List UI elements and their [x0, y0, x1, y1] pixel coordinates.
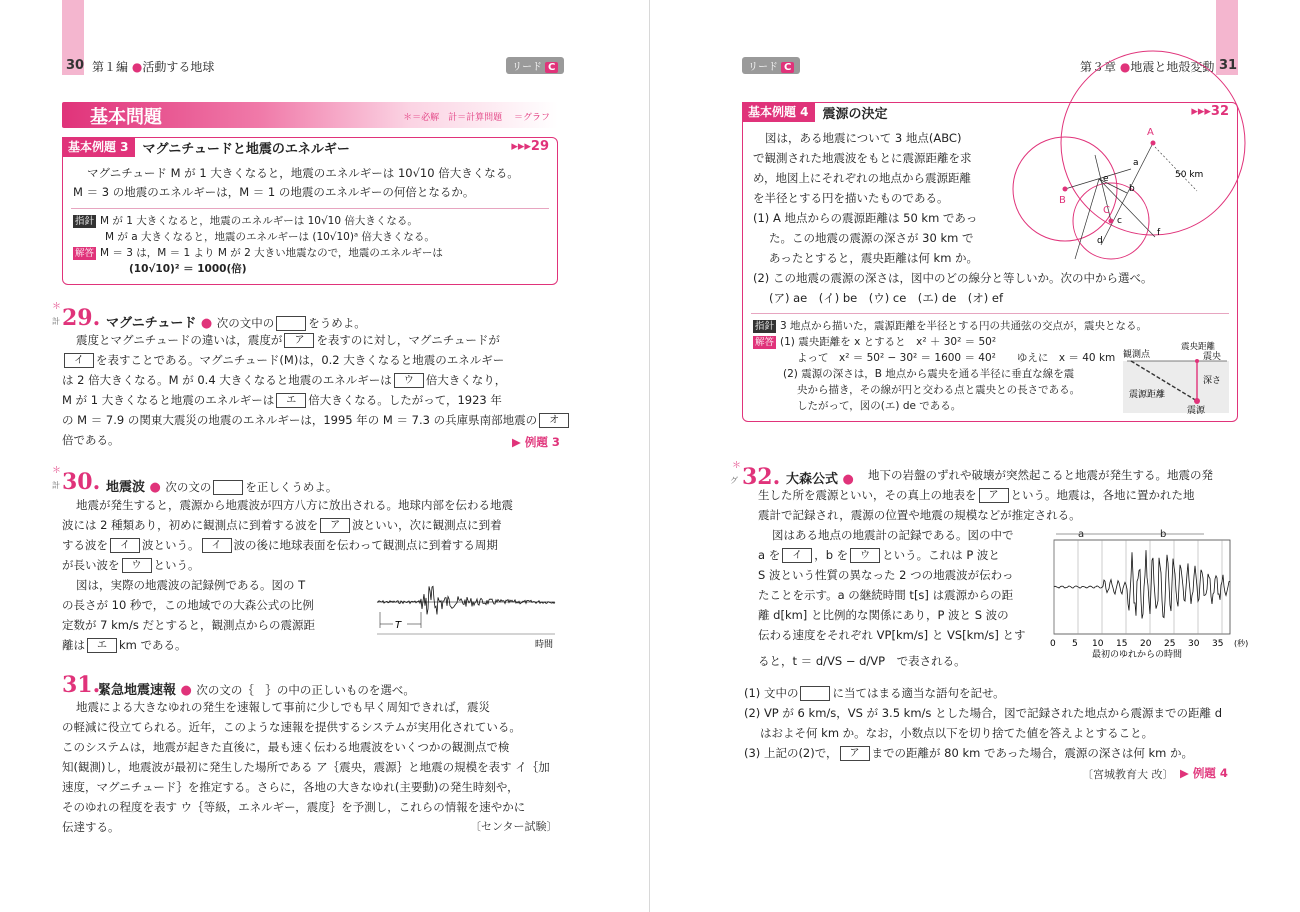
fig-label: e — [1103, 174, 1109, 184]
example-text: を半径とする円を描いたものである。 — [753, 191, 949, 205]
example-link[interactable]: ▶ 例題 4 — [1180, 766, 1228, 780]
x-axis-label: 最初のゆれからの時間 — [1092, 650, 1183, 660]
q32-sub: はおよそ何 km か。なお，小数点以下を切り捨てた値を答えよとすること。 — [760, 726, 1154, 740]
q32-sub: (3) 上記の(2)で， ア までの距離が 80 km であった場合，震源の深さは何 km か。 — [744, 746, 1194, 760]
fig-label: C — [1103, 205, 1110, 216]
answer-line: (10√10)² ＝ 1000(倍) — [129, 263, 247, 275]
fig-label: b — [1129, 184, 1135, 194]
fig-a-label: a — [1078, 529, 1085, 540]
q32-text: 図はある地点の地震計の記録である。図の中で — [772, 528, 1014, 542]
q29-text: は 2 倍大きくなる。M が 0.4 大きくなると地震のエネルギーは ウ 倍大きくなり， — [62, 373, 507, 387]
chapter-header: 第３章 ●地震と地殻変動 — [1080, 60, 1215, 74]
mini-label: 観測点 — [1123, 350, 1151, 360]
source-note: 〔センター試験〕 — [470, 820, 558, 833]
chapter-header: 第１編 ●活動する地球 — [92, 60, 215, 74]
q32-text: たことを示す。a の継続時間 t[s] は震源からの距 — [758, 588, 1014, 602]
example-text: 図は，ある地震について 3 地点(ABC) — [765, 131, 962, 145]
epicenter-figure — [1007, 121, 1229, 271]
mini-label: 深さ — [1203, 376, 1222, 386]
example-tag: 基本例題 4 — [742, 102, 815, 122]
mini-label: 震源 — [1187, 406, 1206, 416]
example-text: た。この地震の震源の深さが 30 km で — [769, 231, 974, 245]
q30-text: 離は エ km である。 — [62, 638, 187, 652]
q32-text: 離 d[km] と比例的な関係にあり，P 波と S 波の — [758, 608, 1009, 622]
question-title: 大森公式 ● — [786, 472, 854, 487]
example-tag: 基本例題 3 — [62, 137, 135, 157]
hint-line: M が a 大きくなると，地震のエネルギーは (10√10)ᵃ 倍大きくなる。 — [105, 231, 435, 243]
example-title: マグニチュードと地震のエネルギー — [142, 141, 350, 157]
mini-label: 震央 — [1203, 352, 1222, 362]
mini-label: 震源距離 — [1129, 390, 1166, 400]
q30-text: する波を イ 波という。 イ 波の後に地球表面を伝わって観測点に到着する周期 — [62, 538, 498, 552]
q30-text: 波には 2 種類あり，初めに観測点に到着する波を ア 波といい，次に観測点に到着 — [62, 518, 502, 532]
example-text: あったとすると，震央距離は何 km か。 — [769, 251, 979, 265]
q32-text: 地下の岩盤のずれや破壊が突然起こると地震が発生する。地震の発 — [868, 468, 1213, 482]
example-text: M ＝ 3 の地震のエネルギーは，M ＝ 1 の地震のエネルギーの何倍となるか。 — [73, 185, 475, 199]
question-number: 32. — [742, 464, 781, 490]
lead-badge: リード C — [506, 57, 564, 74]
q29-text: M が 1 大きくなると地震のエネルギーは エ 倍大きくなる。したがって，1923 年 — [62, 393, 502, 407]
question-title: 緊急地震速報 ● 次の文の｛ ｝の中の正しいものを選べ。 — [98, 683, 415, 698]
q31-text: の軽減に役立てられる。近年，このような速報を提供するシステムが実用化されている。 — [62, 720, 521, 734]
page-number: 30 — [66, 58, 85, 73]
fig-label: A — [1147, 127, 1154, 138]
tick-label: 0 — [1050, 639, 1056, 649]
lead-badge: リード C — [742, 57, 800, 74]
depth-mini-figure — [1123, 341, 1231, 415]
tick-label: 35 — [1212, 639, 1224, 649]
q31-text: このシステムは，地震が起きた直後に，最も速く伝わる地震波をいくつかの観測点で検 — [62, 740, 510, 754]
seismograph-figure — [1036, 524, 1249, 660]
question-title: 地震波 ● 次の文の を正しくうめよ。 — [106, 480, 338, 495]
banner-title: 基本問題 — [90, 107, 162, 128]
example-text: で観測された地震波をもとに震源距離を求 — [753, 151, 972, 165]
example-text: マグニチュード M が 1 大きくなると，地震のエネルギーは 10√10 倍大きくなる。 — [87, 166, 519, 180]
example-text: (1) A 地点からの震源距離は 50 km であっ — [753, 211, 978, 225]
seismogram-figure — [375, 572, 560, 650]
q29-text: 倍である。 — [62, 433, 120, 447]
fig-label: B — [1059, 195, 1066, 206]
tick-label: (秒) — [1234, 639, 1249, 648]
q31-text: 伝達する。 — [62, 820, 120, 834]
example-ref: ▸▸▸29 — [511, 139, 549, 154]
question-title: マグニチュード ● 次の文中の をうめよ。 — [106, 316, 366, 331]
q30-text: の長さが 10 秒で，この地域での大森公式の比例 — [62, 598, 314, 612]
tick-label: 15 — [1116, 639, 1128, 649]
answer-line: したがって，図の(エ) de である。 — [797, 400, 962, 412]
q31-text: そのゆれの程度を表す ウ｛等級，エネルギー，震度｝を予測し，これらの情報を速やかに — [62, 800, 526, 814]
left-page: 30 第１編 ●活動する地球 リード C 基本問題 ＊＝必解 計＝計算問題 ＝グラフ 基本例題 3 マグニチュードと地震のエネルギー ▸▸▸29 マグニチュード M が 1 大きくなると，地震のエネルギーは 10√10 倍大きくなる。 M ＝ 3 の地震のエネルギーは，M ＝ 1 の地震のエネルギーの何倍となるか。 指針 M が 1 大きくなると，地震のエネルギーは 10√10 倍大きくなる。 M が a 大きくなると，地震のエネルギーは (10√10)ᵃ 倍大きくなる。 解答 M ＝ 3 は，M ＝ 1 より M が 2 大きい地震なので，地震のエネルギーは (10√10)² ＝ 1000(倍) ＊ 計 29. マグニチュード ● 次の文中の をうめよ。 震度とマグニチュードの違いは，震度が ア を表すのに対し，マグニチュードが イ を表すことである。マグニチュード(M)は，0.2 大きくなると地震のエネルギー は 2 倍大きくなる。M が 0.4 大きくなると地震のエネルギーは ウ 倍大きくなり， M が 1 大きくなると地震のエネルギーは エ 倍大きくなる。したがって，1923 年 の M ＝ 7.9 の関東大震災の地震のエネルギーは，1995 年の M ＝ 7.3 の兵庫県南部地震の オ 倍である。 ▶ 例題 3 ＊ 計 30. 地震波 ● 次の文の を正しくうめよ。 地震が発生すると，震源から地震波が四方八方に放出される。地球内部を伝わる地震 波には 2 種類あり，初めに観測点に到着する波を ア 波といい，次に観測点に到着 する波を イ 波という。 イ 波の後に地球表面を伝わって観測点に到着する周期 が長い波を ウ という。 図は，実際の地震波の記録例である。図の T の長さが 10 秒で，この地域での大森公式の比例 定数が 7 km/s だとすると，観測点からの震源距 離は エ km である。 T 時間 31. 緊急地震速報 ● 次の文の｛ ｝の中の正しいものを選べ。 地震による大きなゆれの発生を速報して事前に少しでも早く周知できれば，震災 の軽減に役立てられる。近年，このような速報を提供するシステムが実用化されている。 このシステムは，地震が起きた直後に，最も速く伝わる地震波をいくつかの観測点で検 知(観測)し，地震波が最初に発生した場所である ア｛震央，震源｝と地震の規模を表す イ｛加 速度，マグニチュード｝を推定する。さらに，各地の大きなゆれ(主要動)の発生時刻や， そのゆれの程度を表す ウ｛等級，エネルギー，震度｝を予測し，これらの情報を速やかに 伝達する。 〔センター試験〕 — [0, 0, 650, 912]
fig-b-label: b — [1160, 529, 1167, 540]
example-text: め，地図上にそれぞれの地点から震源距離 — [753, 171, 972, 185]
answer-line: (2) 震源の深さは，B 地点から震央を通る半径に垂直な線を震 — [783, 368, 1075, 380]
source-note: 〔宮城教育大 改〕 — [1082, 768, 1174, 781]
example-link[interactable]: ▶ 例題 3 — [512, 435, 560, 449]
q30-text: 地震が発生すると，震源から地震波が四方八方に放出される。地球内部を伝わる地震 — [76, 498, 513, 512]
example-text: (2) この地震の震源の深さは，図中のどの線分と等しいか。次の中から選べ。 — [753, 271, 1153, 285]
answer-line: 解答 M ＝ 3 は，M ＝ 1 より M が 2 大きい地震なので，地震のエネルギーは — [75, 247, 443, 259]
q29-text: 震度とマグニチュードの違いは，震度が ア を表すのに対し，マグニチュードが — [76, 333, 500, 347]
tick-label: 5 — [1072, 639, 1078, 649]
q32-text: S 波という性質の異なった 2 つの地震波が伝わっ — [758, 568, 1014, 582]
answer-line: よって x² ＝ 50² − 30² ＝ 1600 ＝ 40² ゆえに x ＝ 40 km — [797, 352, 1116, 364]
example-ref: ▸▸▸32 — [1191, 104, 1229, 119]
tick-label: 20 — [1140, 639, 1152, 649]
hint-line: 指針 M が 1 大きくなると，地震のエネルギーは 10√10 倍大きくなる。 — [75, 215, 418, 227]
tick-label: 25 — [1164, 639, 1176, 649]
q30-text: が長い波を ウ という。 — [62, 558, 200, 572]
example-text: (ア) ae (イ) be (ウ) ce (エ) de (オ) ef — [769, 291, 1004, 305]
q31-text: 地震による大きなゆれの発生を速報して事前に少しでも早く周知できれば，震災 — [76, 700, 490, 714]
answer-line: 解答 (1) 震央距離を x とすると x² ＋ 30² ＝ 50² — [755, 336, 997, 348]
fig-label: c — [1117, 216, 1122, 226]
right-page: リード C 第３章 ●地震と地殻変動 31 基本例題 4 震源の決定 ▸▸▸32 図は，ある地震について 3 地点(ABC) で観測された地震波をもとに震源距離を求 め，地図上にそれぞれの地点から震源距離 を半径とする円を描いたものである。 (1) A 地点からの震源距離は 50 km であっ た。この地震の震源の深さが 30 km で あったとすると，震央距離は何 km か。 (2) この地震の震源の深さは，図中のどの線分と等しいか。次の中から選べ。 (ア) ae (イ) be (ウ) ce (エ) de (オ) ef A a b c d e f B C 50 km 指針 3 地点から描いた，震源距離を半径とする円の共通弦の交点が，震央となる。 解答 (1) 震央距離を x とすると x² ＋ 30² ＝ 50² よって x² ＝ 50² − 30² ＝ 1600 ＝ 40² ゆえに x ＝ 40 km (2) 震源の深さは，B 地点から震央を通る半径に垂直な線を震 央から描き，その線が円と交わる点と震央との長さである。 したがって，図の(エ) de である。 観測点 震央距離 震央 深さ 震源距離 震源 ＊ グ 32. 大森公式 ● 地下の岩盤のずれや破壊が突然起こると地震が発生する。地震の発 生した所を震源といい，その真上の地表を ア という。地震は，各地に置かれた地 震計で記録され，震源の位置や地震の規模などが推定される。 図はある地点の地震計の記録である。図の中で a を イ ，b を ウ という。これは P 波と S 波という性質の異なった 2 つの地震波が伝わっ たことを示す。a の継続時間 t[s] は震源からの距 離 d[km] と比例的な関係にあり，P 波と S 波の 伝わる速度をそれぞれ VP[km/s] と VS[km/s] とす ると，t ＝ d/VS − d/VP で表される。 a b 0 5 10 15 20 25 30 35 (秒) 最初のゆれからの時間 (1) 文中の に当てはまる適当な語句を記せ。 (2) VP が 6 km/s，VS が 3.5 km/s とした場合，図で記録された地点から震源までの距離 d はおよそ何 km か。なお，小数点以下を切り捨てた値を答えよとすること。 (3) 上記の(2)で， ア までの距離が 80 km であった場合，震源の深さは何 km か。 〔宮城教育大 改〕 ▶ 例題 4 — [650, 0, 1300, 912]
q32-text: 震計で記録され，震源の位置や地震の規模などが推定される。 — [758, 508, 1081, 522]
answer-line: 央から描き，その線が円と交わる点と震央との長さである。 — [797, 384, 1081, 396]
example-box — [742, 102, 1238, 422]
fig-label: f — [1157, 228, 1161, 238]
fig-label: a — [1133, 158, 1139, 168]
fig-label: 50 km — [1175, 170, 1204, 180]
fig-label: d — [1097, 236, 1103, 246]
q31-text: 知(観測)し，地震波が最初に発生した場所である ア｛震央，震源｝と地震の規模を表す イ｛加 — [62, 760, 550, 774]
banner-legend: ＊＝必解 計＝計算問題 ＝グラフ — [403, 113, 550, 123]
fig-T-label: T — [395, 620, 402, 631]
q29-text: の M ＝ 7.9 の関東大震災の地震のエネルギーは，1995 年の M ＝ 7.3 の兵庫県南部地震の オ — [62, 411, 571, 429]
tick-label: 30 — [1188, 639, 1200, 649]
mini-label: 震央距離 — [1181, 342, 1216, 352]
page-number: 31 — [1219, 58, 1238, 73]
question-number: 31. — [62, 672, 101, 698]
question-number: 29. — [62, 305, 101, 331]
example-title: 震源の決定 — [822, 106, 888, 122]
tick-label: 10 — [1092, 639, 1104, 649]
q30-text: 定数が 7 km/s だとすると，観測点からの震源距 — [62, 618, 316, 632]
section-banner — [62, 102, 558, 128]
q29-text: イ を表すことである。マグニチュード(M)は，0.2 大きくなると地震のエネルギー — [62, 351, 504, 369]
q32-text: a を イ ，b を ウ という。これは P 波と — [758, 548, 1000, 562]
fig-time-label: 時間 — [535, 640, 554, 650]
q32-text: ると，t ＝ d/VS − d/VP で表される。 — [758, 654, 966, 668]
q31-text: 速度，マグニチュード｝を推定する。さらに，各地の大きなゆれ(主要動)の発生時刻や， — [62, 780, 519, 794]
q32-text: 生した所を震源といい，その真上の地表を ア という。地震は，各地に置かれた地 — [758, 488, 1195, 502]
hint-line: 指針 3 地点から描いた，震源距離を半径とする円の共通弦の交点が，震央となる。 — [755, 320, 1148, 332]
q32-sub: (2) VP が 6 km/s，VS が 3.5 km/s とした場合，図で記録された地点から震源までの距離 d — [744, 706, 1223, 720]
q32-text: 伝わる速度をそれぞれ VP[km/s] と VS[km/s] とす — [758, 628, 1026, 642]
question-number: 30. — [62, 469, 101, 495]
q30-text: 図は，実際の地震波の記録例である。図の T — [76, 578, 306, 592]
example-box — [62, 137, 558, 285]
q32-sub: (1) 文中の に当てはまる適当な語句を記せ。 — [744, 686, 1005, 700]
